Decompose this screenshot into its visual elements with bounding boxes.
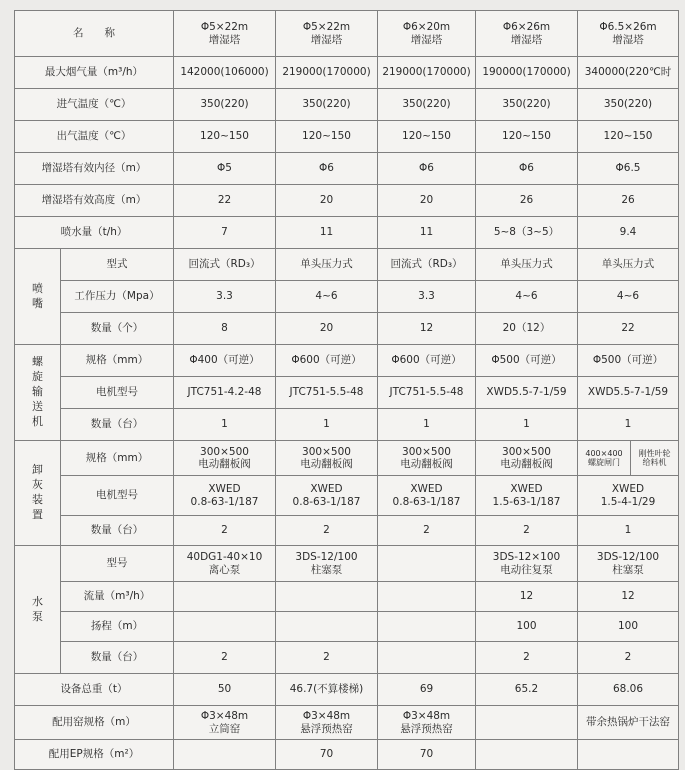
cell: 300×500 电动翻板阀 bbox=[276, 441, 378, 476]
group-label-text: 水 泵 bbox=[32, 594, 43, 623]
cell: XWD5.5-7-1/59 bbox=[476, 377, 578, 409]
split-cell-b: 刚性叶轮 给料机 bbox=[638, 448, 671, 467]
spec-table bbox=[14, 10, 679, 770]
cell: 40DG1-40×10 离心泵 bbox=[174, 546, 276, 582]
row-label: 型式 bbox=[61, 249, 174, 281]
cell: 11 bbox=[276, 217, 378, 249]
header-row bbox=[15, 11, 679, 57]
cell: 2 bbox=[476, 642, 578, 674]
cell: 2 bbox=[378, 516, 476, 546]
row-label: 规格（mm） bbox=[61, 345, 174, 377]
cell: 2 bbox=[174, 642, 276, 674]
row-label: 流量（m³/h） bbox=[61, 582, 174, 612]
cell: 11 bbox=[378, 217, 476, 249]
cell: 1 bbox=[378, 409, 476, 441]
height-row bbox=[15, 185, 679, 217]
cell: 300×500 电动翻板阀 bbox=[174, 441, 276, 476]
cell: 120~150 bbox=[578, 121, 679, 153]
cell: 26 bbox=[578, 185, 679, 217]
inlet-temp-row bbox=[15, 89, 679, 121]
cell: 350(220) bbox=[276, 89, 378, 121]
cell: 142000(106000) bbox=[174, 57, 276, 89]
cell bbox=[476, 740, 578, 770]
cell bbox=[174, 740, 276, 770]
row-label: 型号 bbox=[61, 546, 174, 582]
cell: 带余热锅炉干法窑 bbox=[578, 706, 679, 740]
cell bbox=[578, 740, 679, 770]
cell: 70 bbox=[276, 740, 378, 770]
cell: 22 bbox=[174, 185, 276, 217]
unloader-count-row bbox=[15, 516, 679, 546]
row-label: 设备总重（t） bbox=[15, 674, 174, 706]
cell bbox=[276, 612, 378, 642]
cell: 190000(170000) bbox=[476, 57, 578, 89]
cell: 120~150 bbox=[276, 121, 378, 153]
cell: 46.7(不算楼梯) bbox=[276, 674, 378, 706]
cell: 2 bbox=[276, 642, 378, 674]
water-row bbox=[15, 217, 679, 249]
cell bbox=[174, 582, 276, 612]
cell: 65.2 bbox=[476, 674, 578, 706]
cell: XWED 0.8-63-1/187 bbox=[378, 476, 476, 516]
split-cell-a: 400×400 螺旋闸门 bbox=[578, 441, 631, 475]
cell: 69 bbox=[378, 674, 476, 706]
cell: 120~150 bbox=[174, 121, 276, 153]
nozzle-type-row bbox=[15, 249, 679, 281]
cell bbox=[378, 642, 476, 674]
cell: 9.4 bbox=[578, 217, 679, 249]
cell: 300×500 电动翻板阀 bbox=[476, 441, 578, 476]
cell: 1 bbox=[578, 516, 679, 546]
cell: 12 bbox=[578, 582, 679, 612]
spec-sheet bbox=[14, 10, 678, 762]
cell: 2 bbox=[476, 516, 578, 546]
cell: 3.3 bbox=[174, 281, 276, 313]
unloader-spec-row bbox=[15, 441, 679, 476]
cell: 120~150 bbox=[378, 121, 476, 153]
cell: XWED 0.8-63-1/187 bbox=[276, 476, 378, 516]
row-label: 工作压力（Mpa） bbox=[61, 281, 174, 313]
cell: 12 bbox=[476, 582, 578, 612]
row-label: 增湿塔有效高度（m） bbox=[15, 185, 174, 217]
cell: 20 bbox=[276, 313, 378, 345]
cell: JTC751-5.5-48 bbox=[378, 377, 476, 409]
row-label: 配用窑规格（m） bbox=[15, 706, 174, 740]
row-label: 数量（台） bbox=[61, 642, 174, 674]
cell: Φ6 bbox=[476, 153, 578, 185]
cell: Φ3×48m 悬浮预热窑 bbox=[276, 706, 378, 740]
diameter-row bbox=[15, 153, 679, 185]
cell: 350(220) bbox=[378, 89, 476, 121]
group-label-text: 喷 嘴 bbox=[32, 281, 43, 310]
unloader-group-label bbox=[15, 441, 61, 546]
cell: 4~6 bbox=[476, 281, 578, 313]
pump-head-row bbox=[15, 612, 679, 642]
cell: 219000(170000) bbox=[276, 57, 378, 89]
cell: 3DS-12/100 柱塞泵 bbox=[578, 546, 679, 582]
gas-volume-row bbox=[15, 57, 679, 89]
cell: 12 bbox=[378, 313, 476, 345]
cell: 20（12） bbox=[476, 313, 578, 345]
cell: Φ6 bbox=[378, 153, 476, 185]
cell: 4~6 bbox=[578, 281, 679, 313]
pump-count-row bbox=[15, 642, 679, 674]
model-header: Φ6×20m 增湿塔 bbox=[378, 11, 476, 57]
nozzle-count-row bbox=[15, 313, 679, 345]
model-header: Φ6×26m 增湿塔 bbox=[476, 11, 578, 57]
cell: 2 bbox=[276, 516, 378, 546]
cell: JTC751-5.5-48 bbox=[276, 377, 378, 409]
cell: 3DS-12/100 柱塞泵 bbox=[276, 546, 378, 582]
cell: Φ6 bbox=[276, 153, 378, 185]
cell: 50 bbox=[174, 674, 276, 706]
row-label: 最大烟气量（m³/h） bbox=[15, 57, 174, 89]
pump-flow-row bbox=[15, 582, 679, 612]
cell: 回流式（RD₃） bbox=[174, 249, 276, 281]
cell: 3DS-12×100 电动往复泵 bbox=[476, 546, 578, 582]
row-label: 喷水量（t/h） bbox=[15, 217, 174, 249]
cell: JTC751-4.2-48 bbox=[174, 377, 276, 409]
cell: Φ600（可逆） bbox=[276, 345, 378, 377]
cell: 22 bbox=[578, 313, 679, 345]
cell: Φ500（可逆） bbox=[578, 345, 679, 377]
cell bbox=[276, 582, 378, 612]
cell bbox=[378, 546, 476, 582]
cell: 单头压力式 bbox=[276, 249, 378, 281]
pump-model-row bbox=[15, 546, 679, 582]
cell: 2 bbox=[578, 642, 679, 674]
cell: 单头压力式 bbox=[578, 249, 679, 281]
cell: 1 bbox=[174, 409, 276, 441]
cell: Φ400（可逆） bbox=[174, 345, 276, 377]
group-label-text: 卸 灰 装 置 bbox=[32, 463, 43, 521]
screw-count-row bbox=[15, 409, 679, 441]
cell: 3.3 bbox=[378, 281, 476, 313]
row-label: 增湿塔有效内径（m） bbox=[15, 153, 174, 185]
row-label: 扬程（m） bbox=[61, 612, 174, 642]
row-label: 数量（台） bbox=[61, 409, 174, 441]
pump-group-label bbox=[15, 546, 61, 674]
cell: 单头压力式 bbox=[476, 249, 578, 281]
screw-motor-row bbox=[15, 377, 679, 409]
cell: 2 bbox=[174, 516, 276, 546]
group-label-text: 螺 旋 输 送 机 bbox=[32, 355, 43, 428]
cell: 70 bbox=[378, 740, 476, 770]
row-label: 规格（mm） bbox=[61, 441, 174, 476]
cell: Φ3×48m 立筒窑 bbox=[174, 706, 276, 740]
cell: 350(220) bbox=[578, 89, 679, 121]
cell bbox=[378, 582, 476, 612]
cell: Φ500（可逆） bbox=[476, 345, 578, 377]
cell: 8 bbox=[174, 313, 276, 345]
cell: 1 bbox=[476, 409, 578, 441]
cell: Φ5 bbox=[174, 153, 276, 185]
cell: 219000(170000) bbox=[378, 57, 476, 89]
cell: 100 bbox=[578, 612, 679, 642]
split-table bbox=[578, 441, 678, 475]
nozzle-pressure-row bbox=[15, 281, 679, 313]
cell: 100 bbox=[476, 612, 578, 642]
cell: XWD5.5-7-1/59 bbox=[578, 377, 679, 409]
cell: XWED 1.5-63-1/187 bbox=[476, 476, 578, 516]
cell bbox=[378, 612, 476, 642]
cell bbox=[174, 612, 276, 642]
kiln-row bbox=[15, 706, 679, 740]
model-header: Φ5×22m 增湿塔 bbox=[174, 11, 276, 57]
outlet-temp-row bbox=[15, 121, 679, 153]
split-cell bbox=[578, 441, 679, 476]
row-label: 数量（台） bbox=[61, 516, 174, 546]
cell: XWED 0.8-63-1/187 bbox=[174, 476, 276, 516]
screw-spec-row bbox=[15, 345, 679, 377]
cell: 340000(220℃时 bbox=[578, 57, 679, 89]
cell: XWED 1.5-4-1/29 bbox=[578, 476, 679, 516]
header-label: 名 称 bbox=[15, 11, 174, 57]
cell: 68.06 bbox=[578, 674, 679, 706]
cell bbox=[476, 706, 578, 740]
row-label: 出气温度（℃） bbox=[15, 121, 174, 153]
cell: 350(220) bbox=[476, 89, 578, 121]
ep-row bbox=[15, 740, 679, 770]
model-header: Φ6.5×26m 增湿塔 bbox=[578, 11, 679, 57]
cell: Φ600（可逆） bbox=[378, 345, 476, 377]
cell: 4~6 bbox=[276, 281, 378, 313]
cell: 20 bbox=[276, 185, 378, 217]
cell: 350(220) bbox=[174, 89, 276, 121]
nozzle-group-label bbox=[15, 249, 61, 345]
row-label: 电机型号 bbox=[61, 377, 174, 409]
cell: 300×500 电动翻板阀 bbox=[378, 441, 476, 476]
unloader-motor-row bbox=[15, 476, 679, 516]
cell: 120~150 bbox=[476, 121, 578, 153]
cell: Φ3×48m 悬浮预热窑 bbox=[378, 706, 476, 740]
row-label: 配用EP规格（m²） bbox=[15, 740, 174, 770]
screw-group-label bbox=[15, 345, 61, 441]
cell: Φ6.5 bbox=[578, 153, 679, 185]
total-weight-row bbox=[15, 674, 679, 706]
cell: 5~8（3~5） bbox=[476, 217, 578, 249]
cell: 1 bbox=[578, 409, 679, 441]
cell: 1 bbox=[276, 409, 378, 441]
cell: 7 bbox=[174, 217, 276, 249]
model-header: Φ5×22m 增湿塔 bbox=[276, 11, 378, 57]
row-label: 进气温度（℃） bbox=[15, 89, 174, 121]
cell: 回流式（RD₃） bbox=[378, 249, 476, 281]
row-label: 数量（个） bbox=[61, 313, 174, 345]
cell: 26 bbox=[476, 185, 578, 217]
cell: 20 bbox=[378, 185, 476, 217]
row-label: 电机型号 bbox=[61, 476, 174, 516]
